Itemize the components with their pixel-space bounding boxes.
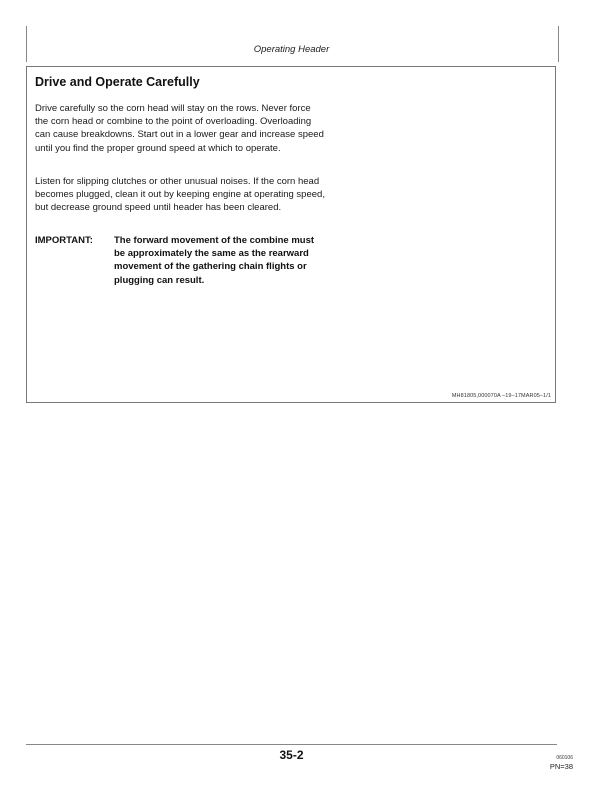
footer-rule [26,744,557,745]
running-header-title: Operating Header [253,44,330,55]
page-number: 35-2 [279,748,304,762]
content-section [26,66,556,403]
paragraph-listen-noises: Listen for slipping clutches or other unusual noises. If the corn head becomes plugged, clean it out by keeping engine at operating speed, but decrease ground speed until header has been cleared. [35,176,325,214]
footer-date-code: 060106 [556,755,573,761]
section-title: Drive and Operate Carefully [35,75,200,89]
paragraph-drive-carefully: Drive carefully so the corn head will stay on the rows. Never force the corn head or combine to the point of overloading. Overloading can cause breakdowns. Start out in a lower gear and increase speed until you find the proper ground speed at which to operate. [35,103,324,154]
reference-code: MH81805,000070A –19–17MAR05–1/1 [451,393,551,399]
footer-pn: PN=38 [549,762,573,771]
important-label: IMPORTANT: [35,235,93,246]
important-text: The forward movement of the combine must be approximately the same as the rearward movement of the gathering chain flights or plugging can result. [114,235,315,286]
important-note [35,234,325,287]
